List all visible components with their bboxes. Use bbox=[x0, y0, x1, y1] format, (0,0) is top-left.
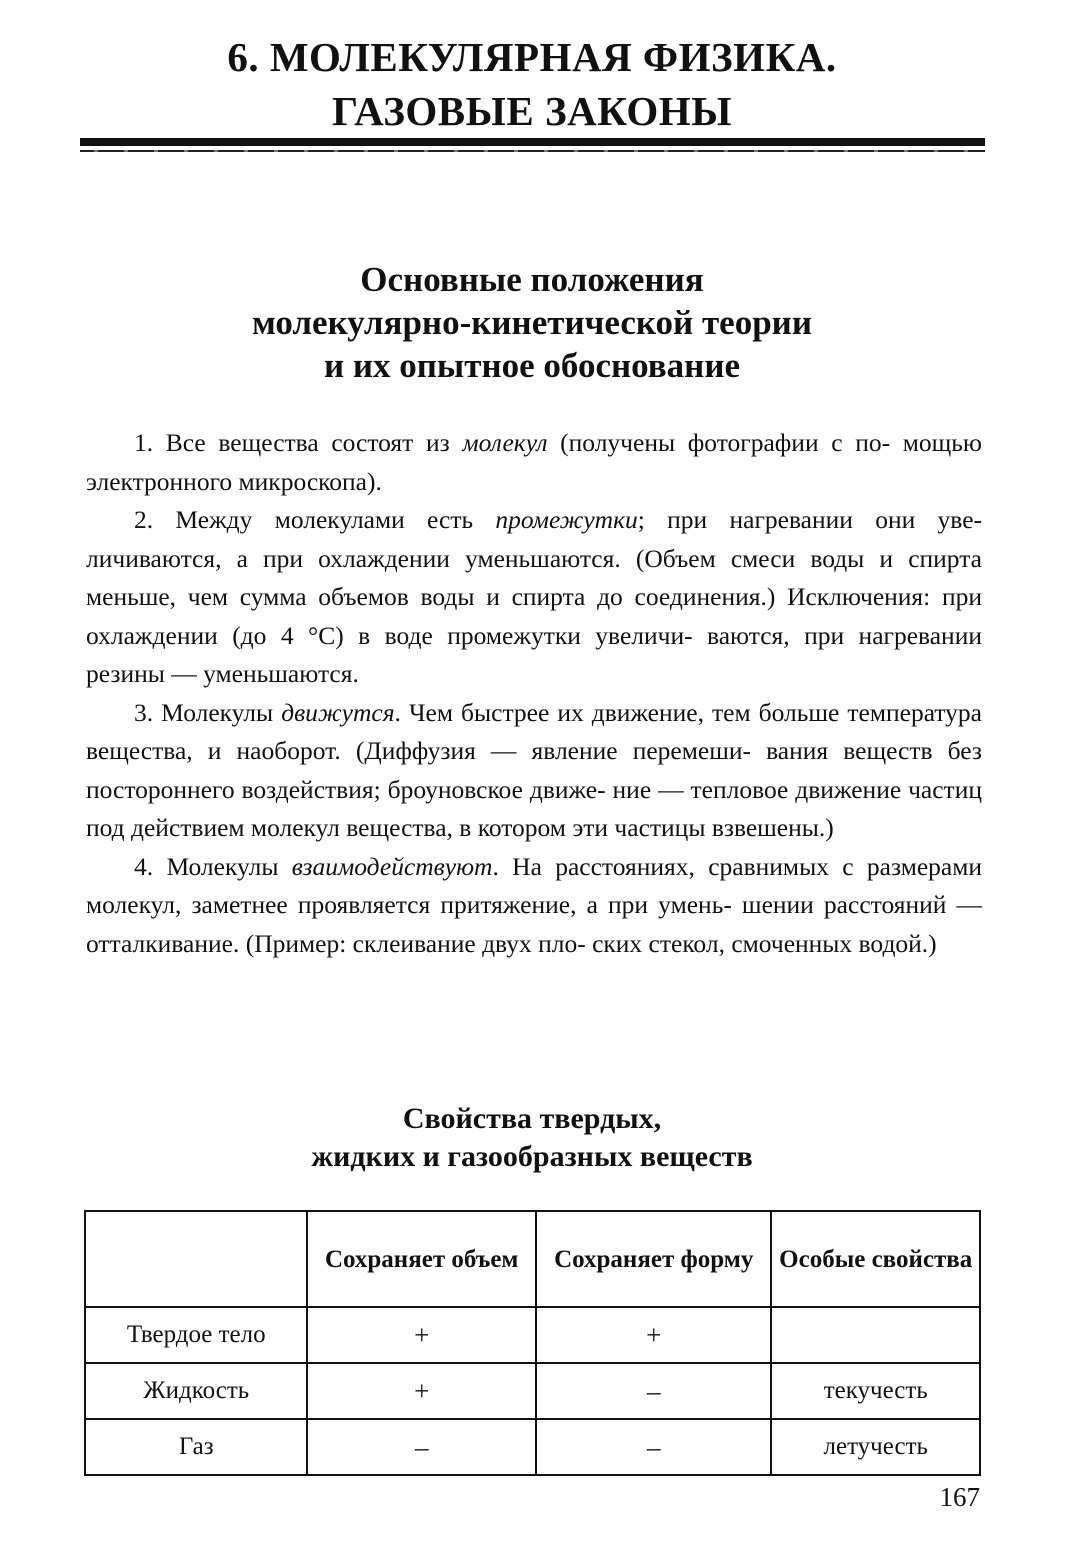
paragraph-4 bbox=[86, 848, 982, 964]
cell-volume: + bbox=[307, 1307, 536, 1363]
cell-volume: – bbox=[307, 1419, 536, 1475]
cell-special: летучесть bbox=[771, 1419, 980, 1475]
paragraph-1-text-b: (получены фотографии с по- мощью электронного микроскопа). bbox=[86, 428, 982, 496]
chapter-title-line-2: ГАЗОВЫЕ ЗАКОНЫ bbox=[332, 88, 732, 134]
table-title-line-1: Свойства твердых, bbox=[402, 1102, 662, 1135]
paragraph-2-emphasis: промежутки bbox=[495, 505, 638, 534]
cell-special bbox=[771, 1307, 980, 1363]
section-title-line-3: и их опытное обоснование bbox=[323, 346, 741, 385]
section-title-line-1: Основные положения bbox=[360, 260, 704, 299]
table-row-gas bbox=[85, 1419, 980, 1475]
paragraph-3-text-a: 3. Молекулы bbox=[134, 697, 282, 727]
paragraph-1-emphasis: молекул bbox=[462, 428, 548, 457]
row-label: Жидкость bbox=[85, 1363, 307, 1419]
table-title bbox=[80, 1100, 984, 1176]
paragraph-4-emphasis: взаимодействуют bbox=[291, 851, 493, 881]
header-empty-cell bbox=[85, 1211, 307, 1307]
paragraph-4-text-a: 4. Молекулы bbox=[134, 851, 292, 881]
properties-table bbox=[84, 1210, 981, 1476]
paragraph-3 bbox=[86, 694, 982, 848]
paragraph-3-emphasis: движутся bbox=[281, 697, 395, 727]
row-label: Газ bbox=[85, 1419, 307, 1475]
row-label: Твердое тело bbox=[85, 1307, 307, 1363]
table-header-row bbox=[85, 1211, 980, 1307]
body-text bbox=[86, 424, 982, 963]
chapter-title-line-1: 6. МОЛЕКУЛЯРНАЯ ФИЗИКА. bbox=[227, 34, 837, 80]
section-title-line-2: молекулярно-кинетической теории bbox=[251, 303, 813, 342]
paragraph-1-text-a: 1. Все вещества состоят из bbox=[134, 428, 463, 457]
cell-special: текучесть bbox=[771, 1363, 980, 1419]
title-rule-thick bbox=[80, 138, 985, 146]
cell-volume: + bbox=[307, 1363, 536, 1419]
page-number: 167 bbox=[939, 1482, 980, 1512]
header-keeps-volume: Сохраняет объем bbox=[307, 1211, 536, 1307]
paragraph-2 bbox=[86, 501, 982, 694]
table-row-solid bbox=[85, 1307, 980, 1363]
paragraph-2-text-b: ; при нагревании они уве- личиваются, а при охлаждении уменьшаются. (Объем смеси воды и спирта меньше, чем сумма объемов воды и спирта до соединения.) Исключения: при охлаждении (до 4 °С) в воде промежутки увеличи- ваются, при нагревании резины — уменьшаются. bbox=[86, 505, 983, 688]
paragraph-3-text-b: . Чем быстрее их движение, тем больше температура вещества, и наоборот. (Диффузия — явление перемеши- вания веществ без постороннего воздействия; броуновское движе- ние — тепловое движение частиц под действием молекул вещества, в котором эти частицы взвешены.) bbox=[86, 697, 982, 842]
cell-shape: – bbox=[536, 1363, 771, 1419]
section-title bbox=[80, 258, 984, 387]
cell-shape: – bbox=[536, 1419, 771, 1475]
table-title-line-2: жидких и газообразных веществ bbox=[311, 1140, 753, 1173]
table-row-liquid bbox=[85, 1363, 980, 1419]
paragraph-4-text-b: . На расстояниях, сравнимых с размерами молекул, заметнее проявляется притяжение, а при умень- шении расстояний — отталкивание. (Пример: склеивание двух пло- ских стекол, смоченных водой.) bbox=[86, 851, 983, 958]
paragraph-2-text-a: 2. Между молекулами есть bbox=[134, 505, 496, 534]
chapter-title bbox=[80, 30, 984, 138]
header-keeps-shape: Сохраняет форму bbox=[536, 1211, 771, 1307]
cell-shape: + bbox=[536, 1307, 771, 1363]
header-special-properties: Особые свойства bbox=[771, 1211, 980, 1307]
title-rule-thin bbox=[80, 150, 985, 152]
paragraph-1 bbox=[86, 424, 982, 501]
